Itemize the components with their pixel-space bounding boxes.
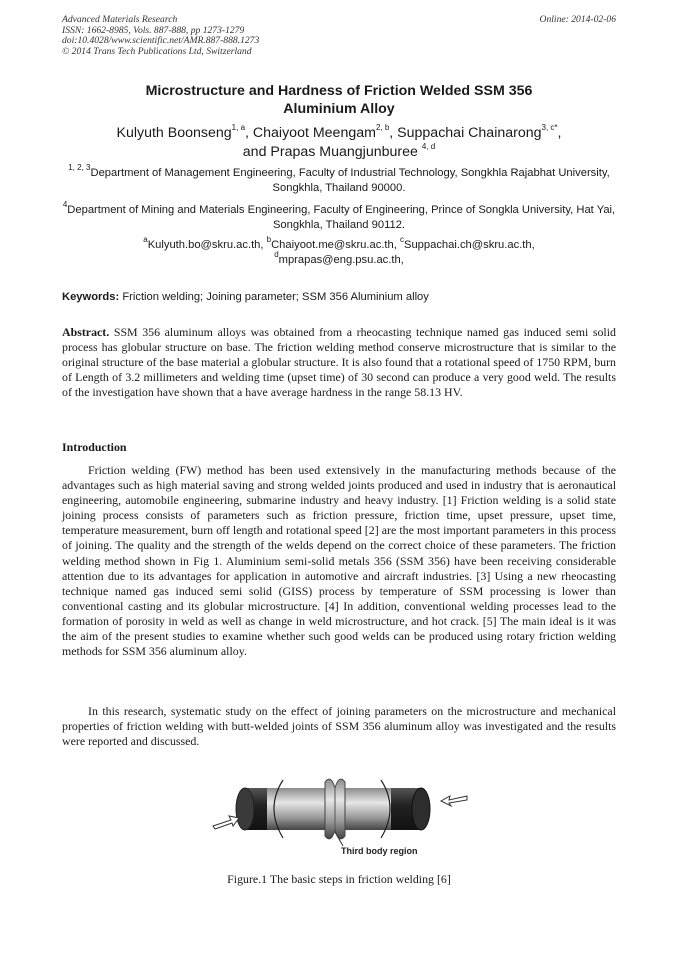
author-4-sup: 4, d [421,142,436,152]
author-4: and Prapas Muangjunburee [242,144,418,160]
friction-welding-diagram [205,768,475,868]
journal-header [62,15,259,57]
journal-name: Advanced Materials Research [62,14,178,25]
affiliation-2 [62,200,616,233]
figure-1 [205,768,475,868]
email-b[interactable]: Chaiyoot.me@skru.ac.th, [271,239,397,251]
author-1-sup: 1, a [231,123,246,133]
force-arrow-right [441,796,467,806]
figure-1-caption: Figure.1 The basic steps in friction welding [6] [227,872,451,886]
abstract-label: Abstract. [62,325,110,339]
author-3-sup: 3, c* [541,123,558,133]
author-1: Kulyuth Boonseng [116,125,232,141]
email-c[interactable]: Suppachai.ch@skru.ac.th, [403,239,535,251]
keywords-label: Keywords: [62,291,120,303]
left-workpiece [236,788,327,830]
email-b-sup: b [266,235,272,245]
right-workpiece [343,788,430,830]
author-2-sup: 2, b [375,123,390,133]
keywords-text: Friction welding; Joining parameter; SSM 356 Aluminium alloy [122,291,429,303]
author-3: Suppachai Chainarong [397,125,542,141]
weld-flash [325,779,345,839]
authors-line-2 [62,143,616,162]
email-c-sup: c [399,235,404,245]
email-list [62,235,616,268]
introduction-paragraph-1: Friction welding (FW) method has been used extensively in the manufacturing methods because of the advantages such as high material saving and strong welded joints produced and used in industry that is aeronautical engineering, automobile engineering, submarine industry and heavy industry. [1] Friction welding is a solid state joining process consists of parameters such as friction pressure, friction time, upset pressure, upset time, temperature measurement, burn off length and rotational speed [2] are the most important parameters in this process of joining. The quality and the strength of the welds depend on the correct choice of these parameters. The friction welding method shown in Fig 1. Aluminium semi-solid metals 356 (SSM 356) have been receiving considerable attention due to its advantages for application in automotive and aircraft industries. [3] Using a new rheocasting technique named gas induced semi solid (GISS) process by temperature of SSM processing is lower than conventional casting and its globular microstructure. [4] In addition, conventional welding processes lead to the formation of porosity in weld as well as change in weld microstructure, and hot crack. [5] The main ideal is it was the aim of the present studies to examine whether such good welds can be produced using rotary friction welding methods for SSM 356 aluminum alloy. [62,463,616,659]
email-d[interactable]: mprapas@eng.psu.ac.th, [278,254,404,266]
abstract [62,325,616,400]
introduction-heading: Introduction [62,440,127,454]
author-list [62,124,616,162]
paper-title [62,82,616,118]
email-a-sup: a [143,235,148,245]
affiliation-1 [62,163,616,196]
force-arrow-left [213,816,239,829]
affiliation-2-text: Department of Mining and Materials Engineering, Faculty of Engineering, Prince of Songkla University, Hat Yai, Songkhla, Thailand 90112. [67,204,616,231]
authors-line-1: Kulyuth Boonseng$^{1, a}$, Chaiyoot Meengam$^{2, b}$, Suppachai Chainarong$^{3, c*}$, [116,123,562,141]
doi-line[interactable]: doi:10.4028/www.scientific.net/AMR.887-888.1273 [62,35,260,47]
affiliation-2-sup: 4 [62,200,68,210]
emails-line-2 [62,250,616,268]
copyright-line: © 2014 Trans Tech Publications Ltd, Switzerland [62,45,252,57]
affiliation-1-text: Department of Management Engineering, Faculty of Industrial Technology, Songkhla Rajabhat University, Songkhla, Thailand 90000. [90,167,610,194]
email-a[interactable]: Kulyuth.bo@skru.ac.th, [147,239,264,251]
online-date: Online: 2014-02-06 [539,14,616,25]
emails-line-1 [62,235,616,253]
title-line-2: Aluminium Alloy [283,101,395,117]
introduction-paragraph-2: In this research, systematic study on the effect of joining parameters on the microstructure and mechanical properties of friction welding with butt-welded joints of SSM 356 aluminum alloy was investigated and the results were reported and discussed. [62,704,616,749]
email-d-sup: d [274,250,279,260]
affiliation-1-sup: 1, 2, 3 [68,163,91,173]
author-2: Chaiyoot Meengam [252,125,376,141]
issn-line: ISSN: 1662-8985, Vols. 887-888, pp 1273-1279 [62,24,245,36]
keywords [62,290,616,305]
third-body-label: Third body region [341,846,418,856]
abstract-text: SSM 356 aluminum alloys was obtained from a rheocasting technique named gas induced semi solid process has globular structure on base. The friction welding method conserve microstructure that is similar to the original structure of the base material a globular structure. It is also found that a rotational speed of 1750 RPM, burn of Length of 3.2 millimeters and welding time (upset time) of 30 second can produce a very good weld. The results of the investigation have shown that a have average hardness in the range 58.13 HV. [62,325,616,400]
title-line-1: Microstructure and Hardness of Friction Welded SSM 356 [145,83,533,99]
